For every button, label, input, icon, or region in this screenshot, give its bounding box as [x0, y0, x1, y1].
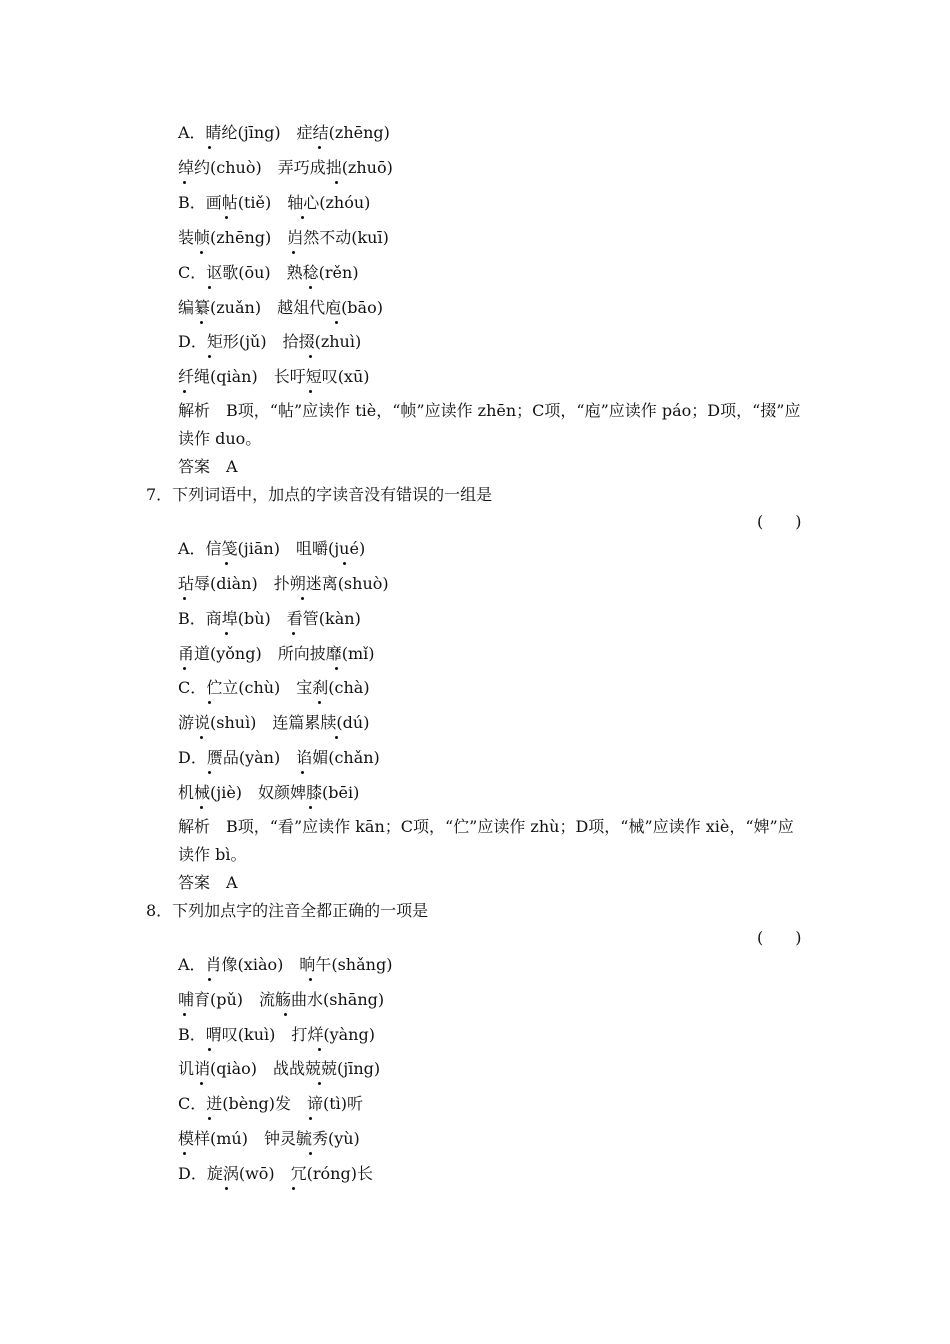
emphasis-dot: [335, 181, 338, 184]
q6-option-c-line2: 编纂(zuǎn) 越俎代庖(bāo): [178, 298, 383, 317]
emphasis-dot: [301, 216, 304, 219]
q7-stem: 7．下列词语中，加点的字读音没有错误的一组是: [146, 485, 493, 504]
emphasis-dot: [183, 597, 186, 600]
emphasis-dot: [208, 146, 211, 149]
q8-option-a-line2: 哺育(pǔ) 流觞曲水(shāng): [178, 990, 385, 1009]
emphasis-dot: [208, 286, 211, 289]
q6-option-c-line1: C．讴歌(ōu) 熟稔(rěn): [178, 263, 359, 282]
emphasis-dot: [225, 562, 228, 565]
q7-analysis: 解析 B项，“看”应读作 kān；C项，“伫”应读作 zhù；D项，“械”应读作 xiè，“婢”应读作 bì。: [178, 817, 794, 864]
q8-stem: 8．下列加点字的注音全都正确的一项是: [146, 901, 429, 920]
emphasis-dot: [343, 562, 346, 565]
emphasis-dot: [183, 1013, 186, 1016]
emphasis-dot: [292, 1187, 295, 1190]
emphasis-dot: [225, 1187, 228, 1190]
q7-option-b-line1: B．商埠(bù) 看管(kàn): [178, 609, 361, 628]
q6-option-a-line2: 绰约(chuò) 弄巧成拙(zhuō): [178, 158, 393, 177]
emphasis-dot: [335, 667, 338, 670]
q8-option-b-line2: 讥诮(qiào) 战战兢兢(jīng): [178, 1059, 381, 1078]
emphasis-dot: [208, 1048, 211, 1051]
q7-option-c-line1: C．伫立(chù) 宝刹(chà): [178, 678, 370, 697]
q7-option-a-line1: A．信笺(jiān) 咀嚼(jué): [178, 539, 366, 558]
emphasis-dot: [309, 390, 312, 393]
emphasis-dot: [183, 181, 186, 184]
emphasis-dot: [200, 806, 203, 809]
q7-option-b-line2: 甬道(yǒng) 所向披靡(mǐ): [178, 644, 375, 663]
q8-option-d-line1: D．旋涡(wō) 冗(róng)长: [178, 1164, 373, 1183]
q8-option-b-line1: B．喟叹(kuì) 打烊(yàng): [178, 1025, 375, 1044]
emphasis-dot: [318, 146, 321, 149]
emphasis-dot: [335, 736, 338, 739]
emphasis-dot: [301, 771, 304, 774]
q6-option-d-line1: D．矩形(jǔ) 拾掇(zhuì): [178, 332, 362, 351]
emphasis-dot: [284, 1013, 287, 1016]
emphasis-dot: [208, 1117, 211, 1120]
emphasis-dot: [200, 736, 203, 739]
q7-option-d-line2: 机械(jiè) 奴颜婢膝(bēi): [178, 783, 360, 802]
q7-option-a-line2: 玷辱(diàn) 扑朔迷离(shuò): [178, 574, 389, 593]
emphasis-dot: [292, 632, 295, 635]
emphasis-dot: [225, 216, 228, 219]
q8-option-c-line1: C．迸(bèng)发 谛(tì)听: [178, 1094, 364, 1113]
emphasis-dot: [208, 701, 211, 704]
q6-answer: 答案 A: [178, 457, 238, 476]
emphasis-dot: [309, 806, 312, 809]
emphasis-dot: [225, 632, 228, 635]
q7-answer-bracket: ( ): [757, 512, 802, 531]
q6-option-b-line2: 装帧(zhēng) 岿然不动(kuī): [178, 228, 389, 247]
q6-option-b-line1: B．画帖(tiě) 轴心(zhóu): [178, 193, 371, 212]
q7-answer: 答案 A: [178, 873, 238, 892]
emphasis-dot: [318, 1048, 321, 1051]
emphasis-dot: [208, 771, 211, 774]
emphasis-dot: [309, 978, 312, 981]
emphasis-dot: [309, 1117, 312, 1120]
q6-analysis: 解析 B项，“帖”应读作 tiè，“帧”应读作 zhēn；C项，“庖”应读作 páo；D项，“掇”应读作 duo。: [178, 401, 801, 448]
q8-answer-bracket: ( ): [757, 928, 802, 947]
emphasis-dot: [318, 701, 321, 704]
emphasis-dot: [200, 1082, 203, 1085]
emphasis-dot: [200, 251, 203, 254]
emphasis-dot: [309, 286, 312, 289]
emphasis-dot: [200, 321, 203, 324]
emphasis-dot: [183, 667, 186, 670]
emphasis-dot: [318, 1082, 321, 1085]
emphasis-dot: [309, 1152, 312, 1155]
q7-option-c-line2: 游说(shuì) 连篇累牍(dú): [178, 713, 370, 732]
emphasis-dot: [208, 978, 211, 981]
emphasis-dot: [208, 355, 211, 358]
q7-option-d-line1: D．赝品(yàn) 谄媚(chǎn): [178, 748, 380, 767]
q8-option-c-line2: 模样(mú) 钟灵毓秀(yù): [178, 1129, 360, 1148]
emphasis-dot: [335, 321, 338, 324]
emphasis-dot: [301, 597, 304, 600]
emphasis-dot: [292, 251, 295, 254]
emphasis-dot: [309, 355, 312, 358]
q6-option-a-line1: A．睛纶(jīng) 症结(zhēng): [178, 123, 390, 142]
q8-option-a-line1: A．肖像(xiào) 晌午(shǎng): [178, 955, 393, 974]
q6-option-d-line2: 纤绳(qiàn) 长吁短叹(xū): [178, 367, 370, 386]
emphasis-dot: [183, 390, 186, 393]
emphasis-dot: [183, 1152, 186, 1155]
